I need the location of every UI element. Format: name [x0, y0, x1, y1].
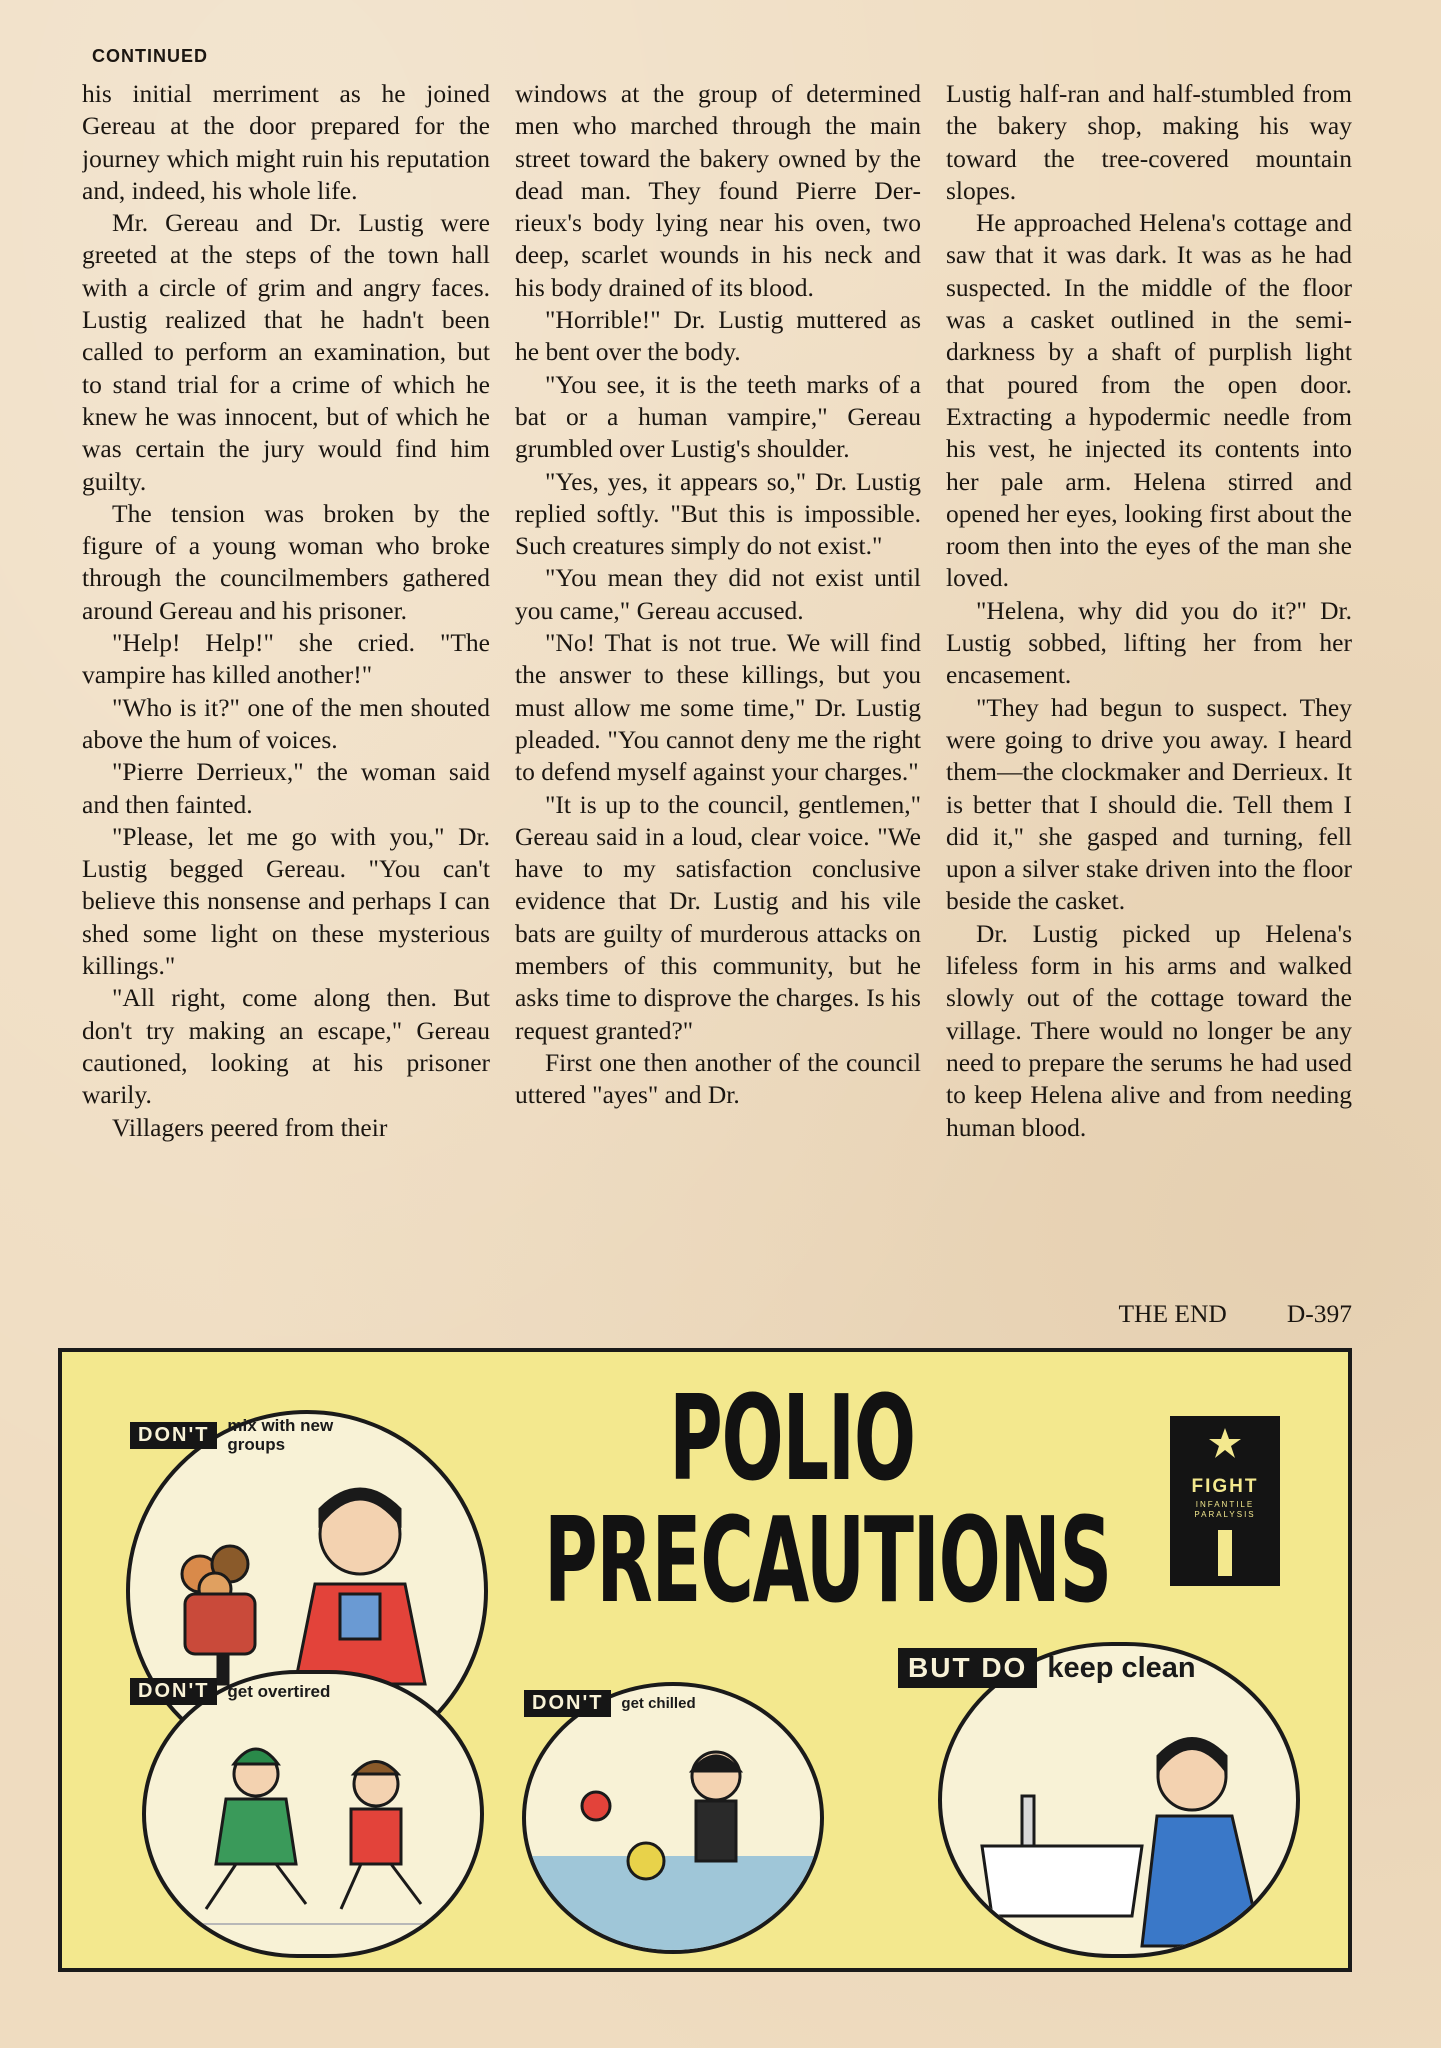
- children-running-illustration: [146, 1674, 484, 1958]
- paragraph: "Pierre Derrieux," the woman said and then fainted.: [82, 757, 490, 819]
- but-do-label: BUT DO: [898, 1648, 1037, 1688]
- paragraph: Mr. Gereau and Dr. Lustig were greeted at the steps of the town hall with a circle of grim and angry faces. Lustig realized that he hadn't been called to perform an examination, but to stand trial for a crime of which he knew he was innocent, but of which he was certain the jury would find him guilty.: [82, 208, 490, 496]
- girl-washing-illustration: [942, 1646, 1300, 1958]
- story-column-1: [82, 78, 490, 1334]
- paragraph: "It is up to the council, gentlemen," Gereau said in a loud, clear voice. "We have to my satisfaction conclusive evidence that Dr. Lustig and his vile bats are guilty of murderous attacks on members of this community, but he asks time to disprove the charges. Is his request granted?": [515, 789, 921, 1045]
- paragraph: "Horrible!" Dr. Lustig muttered as he bent over the body.: [515, 305, 921, 367]
- paragraph: "No! That is not true. We will find the answer to these killings, but you must allow me some time," Dr. Lustig pleaded. "You cannot deny me the right to defend myself against your charges.": [515, 628, 921, 787]
- paragraph: The tension was broken by the figure of a young woman who broke through the councilmembers gathered around Gereau and his prisoner.: [82, 498, 490, 625]
- panel-tag-keep-clean: [898, 1648, 1196, 1688]
- bar-icon: [1218, 1530, 1232, 1576]
- fight-word: FIGHT: [1191, 1476, 1259, 1497]
- story-column-2: [515, 78, 921, 1334]
- paragraph: his initial merriment as he joined Gereau at the door prepared for the journey which might ruin his reputation and, indeed, his whole life.: [82, 79, 490, 205]
- paragraph: "Please, let me go with you," Dr. Lustig begged Gereau. "You can't believe this nonsense and perhaps I can shed some light on these mysterious killings.": [82, 821, 490, 981]
- fight-badge: [1170, 1416, 1280, 1586]
- paragraph: "Yes, yes, it appears so," Dr. Lustig replied softly. "But this is impossible. Such creatures simply do not exist.": [515, 466, 921, 561]
- story-code: D-397: [1286, 1299, 1352, 1328]
- panel-illustration-running: [142, 1670, 484, 1958]
- paragraph: "You mean they did not exist until you came," Gereau accused.: [515, 563, 921, 625]
- ad-title-line-2: PRECAUTIONS: [544, 1491, 1111, 1629]
- panel-illustration-washing: [938, 1642, 1300, 1958]
- panel-tag-mix: [130, 1416, 337, 1454]
- paragraph: "You see, it is the teeth marks of a bat or a human vampire," Gereau grumbled over Lustig's shoulder.: [515, 369, 921, 464]
- panel-note: get chilled: [621, 1695, 696, 1712]
- polio-ad: [58, 1348, 1352, 1972]
- panel-illustration-swimming: [522, 1682, 824, 1954]
- panel-note: mix with new groups: [227, 1416, 334, 1454]
- paragraph: "Who is it?" one of the men shouted above the hum of voices.: [82, 692, 490, 754]
- paragraph: Dr. Lustig picked up Helena's lifeless form in his arms and walked slowly out of the cottage toward the village. There would no longer be any need to prepare the serums he had used to keep Helena alive and from needing human blood.: [946, 918, 1352, 1142]
- fight-subtitle: INFANTILE PARALYSIS: [1194, 1500, 1256, 1519]
- panel-tag-chilled: [524, 1690, 696, 1717]
- ad-title-line-1: POLIO: [669, 1369, 915, 1507]
- panel-note: get overtired: [227, 1682, 331, 1701]
- paragraph: windows at the group of determined men who marched through the main street toward the bakery owned by the dead man. They found Pierre Derrieux's body lying near his oven, two deep, scarlet wounds in his neck and his body drained of its blood.: [515, 79, 921, 302]
- paragraph: First one then another of the council uttered "ayes" and Dr.: [515, 1047, 921, 1110]
- paragraph: "Help! Help!" she cried. "The vampire has killed another!": [82, 628, 490, 690]
- paragraph: "They had begun to suspect. They were going to drive you away. I heard them—the clockmaker and Derrieux. It is better that I should die. Tell them I did it," she gasped and turning, fell upon a silver stake driven into the floor beside the casket.: [946, 692, 1352, 916]
- paragraph: Lustig half-ran and half-stumbled from the bakery shop, making his way toward the tree-covered mountain slopes.: [946, 79, 1352, 205]
- paragraph: "Helena, why did you do it?" Dr. Lustig sobbed, lifting her from her encasement.: [946, 595, 1352, 690]
- dont-label: DON'T: [130, 1422, 217, 1449]
- the-end-label: THE END: [1118, 1299, 1227, 1328]
- girl-swimming-illustration: [526, 1686, 824, 1954]
- continued-label: CONTINUED: [92, 46, 208, 66]
- dont-label: DON'T: [130, 1678, 217, 1705]
- panel-tag-overtired: [130, 1678, 330, 1705]
- story-end-line: [946, 1298, 1352, 1330]
- star-icon: [1208, 1426, 1242, 1460]
- dont-label: DON'T: [524, 1690, 611, 1717]
- paragraph: "All right, come along then. But don't try making an escape," Gereau cautioned, looking at his prisoner warily.: [82, 983, 490, 1110]
- story-column-3: [946, 78, 1352, 1294]
- paragraph: Villagers peered from their: [112, 1112, 388, 1142]
- paragraph: He approached Helena's cottage and saw that it was dark. It was as he had suspected. In the middle of the floor was a casket outlined in the semidarkness by a shaft of purplish light that poured from the open door. Extracting a hypodermic needle from his vest, he injected its contents into her pale arm. Helena stirred and opened her eyes, looking first about the room then into the eyes of the man she loved.: [946, 208, 1352, 593]
- panel-note: keep clean: [1047, 1651, 1196, 1684]
